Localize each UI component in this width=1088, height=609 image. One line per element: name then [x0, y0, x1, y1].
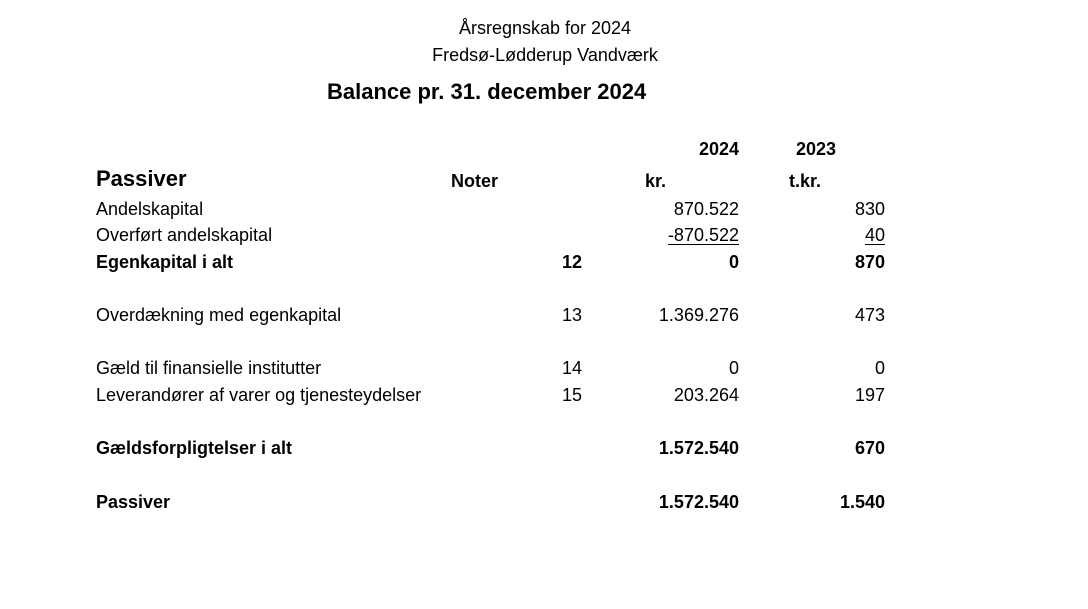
- notes-header: Noter: [451, 171, 499, 191]
- row-value-prior: 830: [854, 199, 885, 219]
- unit-current-header: kr.: [645, 171, 667, 191]
- row-label: Leverandører af varer og tjenesteydelser: [96, 385, 422, 405]
- year-prior-header: 2023: [795, 139, 836, 159]
- row-label-total: Gældsforpligtelser i alt: [96, 438, 293, 458]
- unit-prior-header: t.kr.: [789, 171, 822, 191]
- row-value-prior: 40: [864, 225, 885, 245]
- row-note: 12: [561, 252, 582, 272]
- grand-total-label: Passiver: [96, 492, 171, 512]
- row-value-prior: 870: [854, 252, 885, 272]
- row-note: 15: [561, 385, 582, 405]
- grand-total-current: 1.572.540: [658, 492, 739, 512]
- row-value-current: 1.369.276: [658, 305, 739, 325]
- row-label: Gæld til finansielle institutter: [96, 358, 322, 378]
- grand-total-prior: 1.540: [839, 492, 885, 512]
- row-value-current: 870.522: [673, 199, 739, 219]
- report-subtitle: Årsregnskab for 2024: [458, 18, 632, 38]
- row-note: 13: [561, 305, 582, 325]
- year-current-header: 2024: [698, 139, 739, 159]
- row-value-prior: 473: [854, 305, 885, 325]
- row-value-current: 0: [728, 358, 739, 378]
- section-heading: Passiver: [96, 166, 187, 191]
- page-title: Balance pr. 31. december 2024: [327, 79, 647, 104]
- row-label: Andelskapital: [96, 199, 204, 219]
- row-label: Overdækning med egenkapital: [96, 305, 342, 325]
- organization-name: Fredsø-Lødderup Vandværk: [432, 45, 658, 65]
- row-value-current: -870.522: [667, 225, 739, 245]
- row-value-prior: 670: [854, 438, 885, 458]
- row-note: 14: [561, 358, 582, 378]
- row-value-current: 0: [728, 252, 739, 272]
- row-value-current: 203.264: [673, 385, 739, 405]
- row-value-prior: 0: [874, 358, 885, 378]
- row-value-current: 1.572.540: [658, 438, 739, 458]
- row-label: Overført andelskapital: [96, 225, 273, 245]
- row-label-total: Egenkapital i alt: [96, 252, 234, 272]
- row-value-prior: 197: [854, 385, 885, 405]
